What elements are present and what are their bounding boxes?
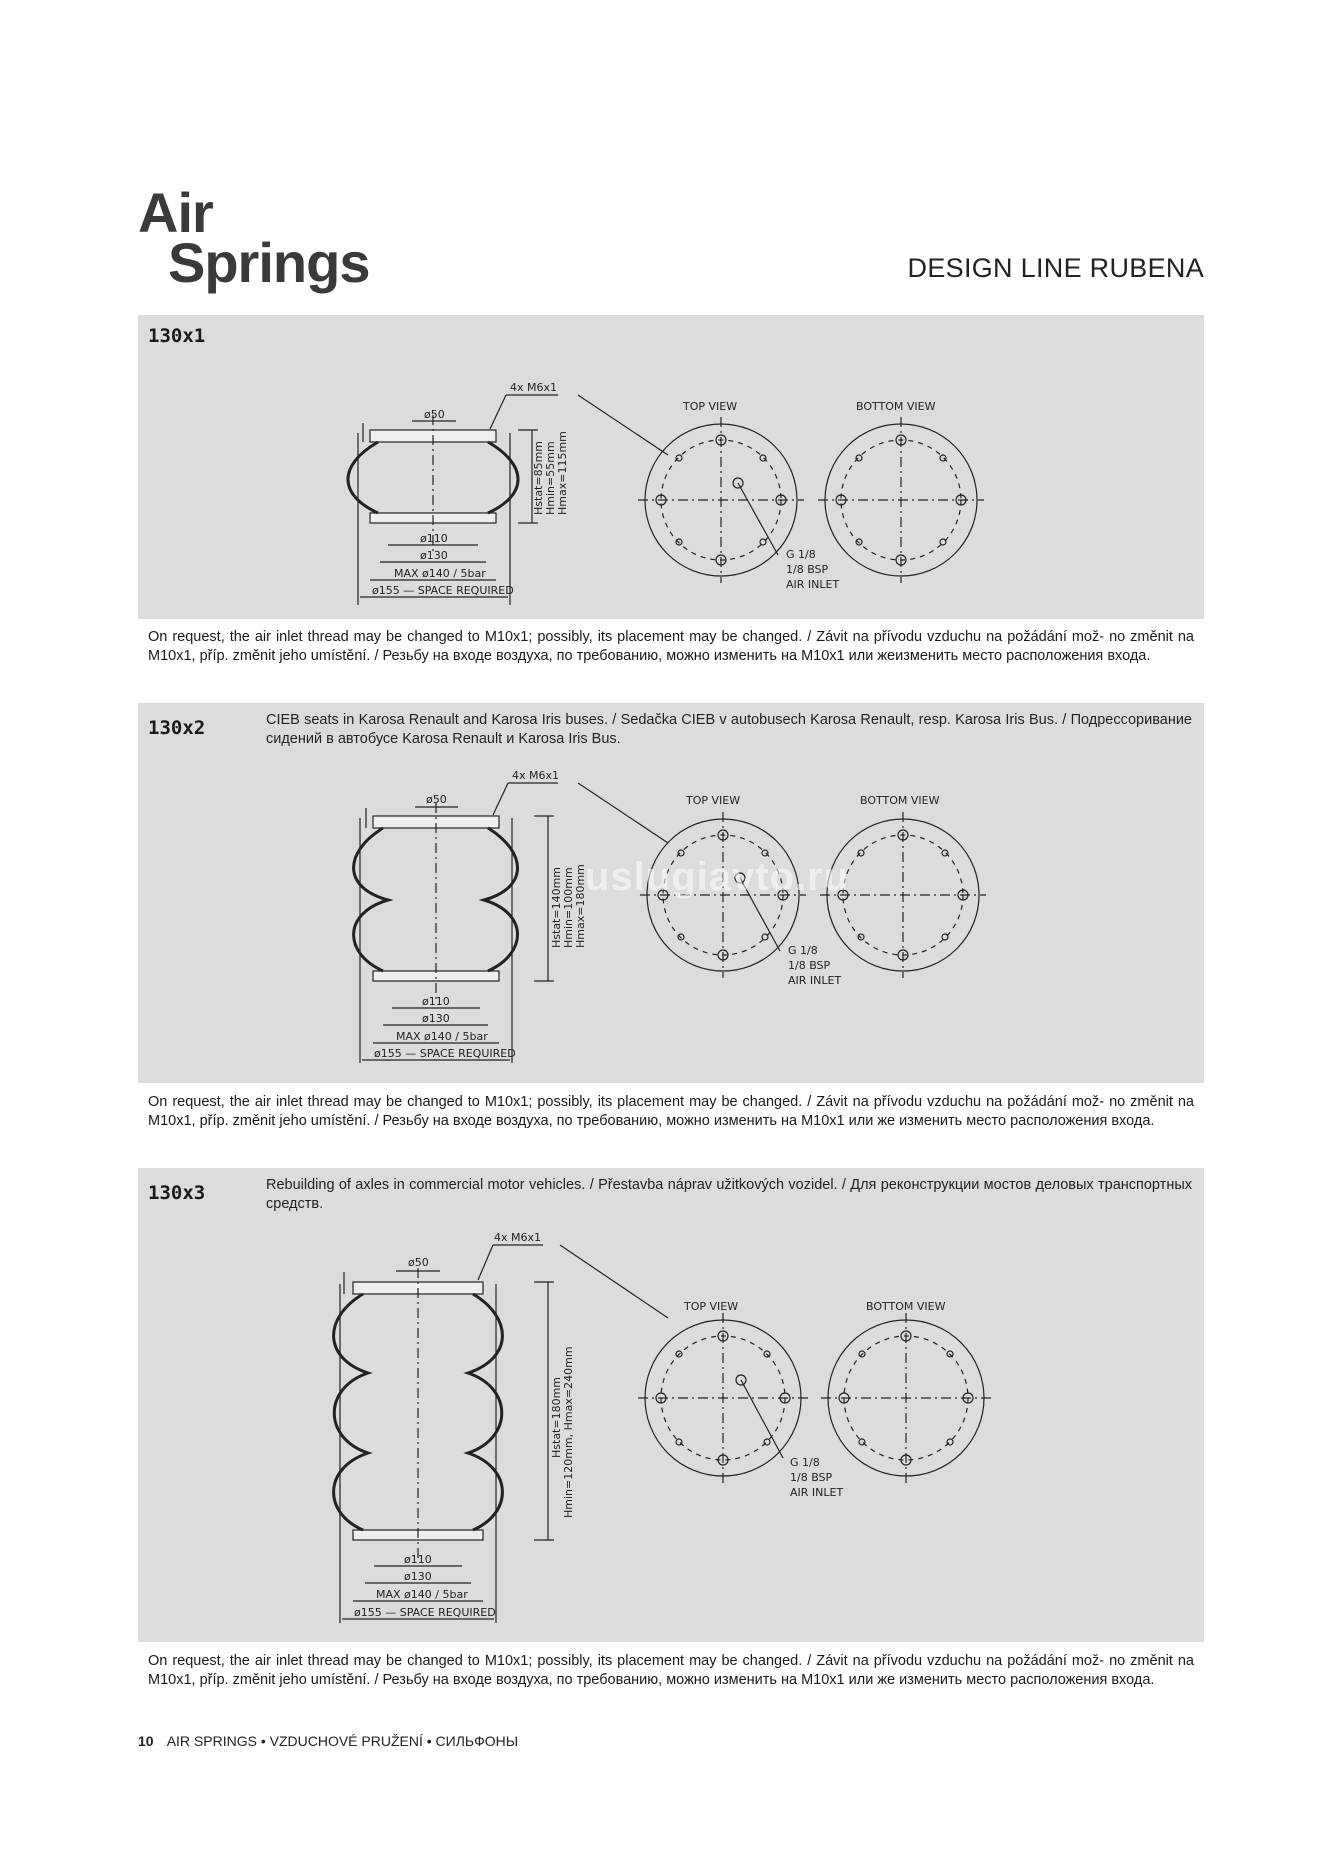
page-number: 10: [138, 1733, 154, 1749]
svg-text:Hmax=115mm: Hmax=115mm: [556, 431, 569, 515]
product-note: On request, the air inlet thread may be changed to M10x1; possibly, its placement may be changed. / Závit na přívodu vzduchu na požádání mož- no změnit na M10x1, příp. změnit jeho umístění. / Резьбу на входе воздуха, по требованию, можно изменить на M10x1 или же изменить место расположения входа.: [148, 1094, 1194, 1129]
svg-text:TOP VIEW: TOP VIEW: [684, 1300, 739, 1313]
svg-text:ø155 — SPACE REQUIRED: ø155 — SPACE REQUIRED: [354, 1606, 496, 1619]
svg-text:1/8 BSP: 1/8 BSP: [790, 1471, 833, 1484]
svg-text:4x M6x1: 4x M6x1: [512, 769, 560, 782]
svg-text:Hmax=180mm: Hmax=180mm: [574, 864, 587, 948]
svg-text:ø50: ø50: [408, 1256, 429, 1269]
svg-text:ø110: ø110: [422, 995, 450, 1008]
svg-text:Hmin=55mm: Hmin=55mm: [544, 441, 557, 515]
svg-text:ø130: ø130: [422, 1012, 450, 1025]
svg-text:TOP VIEW: TOP VIEW: [686, 794, 741, 807]
product-note: On request, the air inlet thread may be changed to M10x1; possibly, its placement may be changed. / Závit na přívodu vzduchu na požádání mož- no změnit na M10x1, příp. změnit jeho umístění. / Резьбу на входе воздуха, по требованию, можно изменить на M10x1 или же изменить место расположения входа.: [148, 1653, 1194, 1688]
svg-text:Hstat=85mm: Hstat=85mm: [532, 440, 545, 515]
svg-text:G 1/8: G 1/8: [786, 548, 816, 561]
product-panel-130x1: [138, 315, 1204, 619]
svg-text:ø130: ø130: [404, 1570, 432, 1583]
svg-text:MAX ø140 / 5bar: MAX ø140 / 5bar: [376, 1588, 468, 1601]
watermark: uslugiavto.ru: [585, 855, 850, 899]
svg-text:Hstat=140mm: Hstat=140mm: [550, 866, 563, 948]
svg-text:AIR INLET: AIR INLET: [788, 974, 842, 987]
product-description: Rebuilding of axles in commercial motor vehicles. / Přestavba náprav užitkových vozidel. / Для реконструкции мостов деловых транспортных средств.: [266, 1177, 1192, 1212]
svg-text:1/8 BSP: 1/8 BSP: [788, 959, 831, 972]
svg-text:Hstat=180mm: Hstat=180mm: [550, 1376, 563, 1458]
svg-text:G 1/8: G 1/8: [788, 944, 818, 957]
technical-drawing: [138, 315, 1204, 619]
svg-text:AIR INLET: AIR INLET: [790, 1486, 844, 1499]
title-line-1: Air: [138, 181, 213, 244]
page-title: [138, 181, 370, 294]
svg-text:ø110: ø110: [420, 532, 448, 545]
product-panel-130x3: [138, 1168, 1204, 1642]
svg-text:G 1/8: G 1/8: [790, 1456, 820, 1469]
svg-text:4x M6x1: 4x M6x1: [510, 381, 558, 394]
product-note: On request, the air inlet thread may be changed to M10x1; possibly, its placement may be changed. / Závit na přívodu vzduchu na požádání mož- no změnit na M10x1, příp. změnit jeho umístění. / Резьбу на входе воздуха, по требованию, можно изменить на M10x1 или жеизменить место расположения входа.: [148, 629, 1194, 664]
footer-text: AIR SPRINGS • VZDUCHOVÉ PRUŽENÍ • СИЛЬФОНЫ: [166, 1733, 519, 1749]
svg-text:BOTTOM VIEW: BOTTOM VIEW: [860, 794, 940, 807]
page-footer: [138, 1733, 518, 1749]
svg-text:MAX ø140 / 5bar: MAX ø140 / 5bar: [396, 1030, 488, 1043]
svg-text:Hmin=100mm: Hmin=100mm: [562, 867, 575, 948]
svg-text:1/8 BSP: 1/8 BSP: [786, 563, 829, 576]
svg-text:ø155 — SPACE REQUIRED: ø155 — SPACE REQUIRED: [374, 1047, 516, 1060]
svg-text:BOTTOM VIEW: BOTTOM VIEW: [866, 1300, 946, 1313]
svg-text:ø155 — SPACE REQUIRED: ø155 — SPACE REQUIRED: [372, 584, 514, 597]
svg-text:TOP VIEW: TOP VIEW: [683, 400, 738, 413]
svg-text:4x M6x1: 4x M6x1: [494, 1231, 542, 1244]
svg-text:ø130: ø130: [420, 549, 448, 562]
product-id: 130x3: [148, 1182, 206, 1204]
svg-text:MAX ø140 / 5bar: MAX ø140 / 5bar: [394, 567, 486, 580]
product-id: 130x2: [148, 717, 206, 739]
svg-text:Hmin=120mm, Hmax=240mm: Hmin=120mm, Hmax=240mm: [562, 1346, 575, 1518]
title-line-2: Springs: [168, 231, 370, 294]
svg-text:ø110: ø110: [404, 1553, 432, 1566]
svg-text:AIR INLET: AIR INLET: [786, 578, 840, 591]
svg-text:ø50: ø50: [424, 408, 445, 421]
svg-text:ø50: ø50: [426, 793, 447, 806]
svg-text:BOTTOM VIEW: BOTTOM VIEW: [856, 400, 936, 413]
technical-drawing: [138, 1168, 1204, 1642]
product-id: 130x1: [148, 325, 206, 347]
design-line-subtitle: DESIGN LINE RUBENA: [907, 253, 1204, 283]
product-description: CIEB seats in Karosa Renault and Karosa Iris buses. / Sedačka CIEB v autobusech Karosa Renault, resp. Karosa Iris Bus. / Подрессоривание сидений в автобусе Karosa Renault и Karosa Iris Bus.: [266, 712, 1192, 747]
